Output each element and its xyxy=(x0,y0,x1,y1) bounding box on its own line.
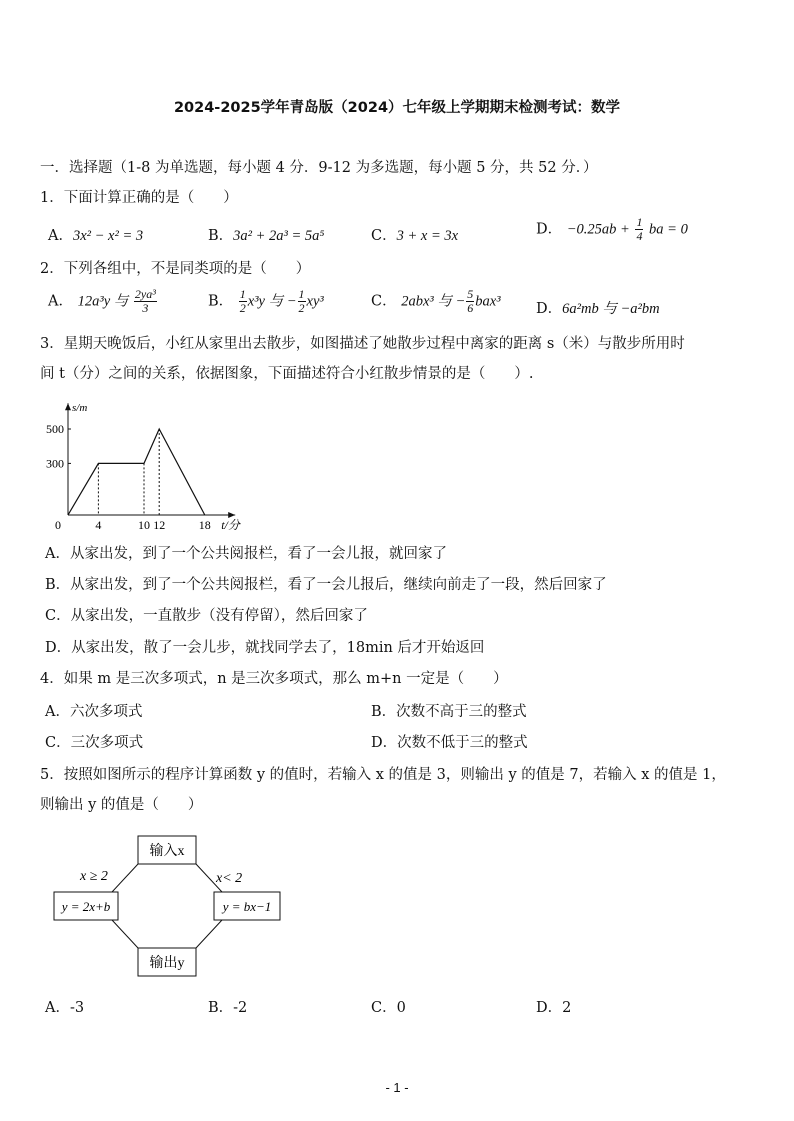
y-tick-label-500: 500 xyxy=(46,422,64,436)
x-tick-label-0: 0 xyxy=(55,518,61,532)
q1-d-fraction xyxy=(635,216,643,243)
q2-b-mid: x³y 与 − xyxy=(247,293,297,310)
q4-option-d: D．次数不低于三的整式 xyxy=(371,735,528,751)
q2-b-num2: 1 xyxy=(298,287,305,301)
flow-line-lower-right xyxy=(196,920,222,948)
q4-option-b: B．次数不高于三的整式 xyxy=(371,704,527,720)
distance-series-line xyxy=(68,429,205,515)
q2-b-den1: 2 xyxy=(239,301,246,315)
q5-stem-line1: 5．按照如图所示的程序计算函数 y 的值时，若输入 x 的值是 3，则输出 y 的值是 7，若输入 x 的值是 1， xyxy=(40,767,726,783)
flow-right-formula: y = bx−1 xyxy=(222,899,272,914)
q3-option-c: C．从家出发，一直散步（没有停留），然后回家了 xyxy=(45,608,368,624)
x-tick-label-12: 12 xyxy=(153,518,166,532)
q2-a-den: 3 xyxy=(142,301,149,315)
q2-stem: 2．下列各组中，不是同类项的是（ ） xyxy=(40,261,311,277)
q2-d-label: D． xyxy=(536,301,563,317)
q1-option-a xyxy=(48,224,143,245)
q1-d-post: ba = 0 xyxy=(649,221,688,238)
flow-input-label: 输入x xyxy=(149,844,185,859)
q1-a-label: A． xyxy=(48,228,73,244)
q1-c-expr: 3 + x = 3x xyxy=(396,228,459,244)
q4-option-c: C．三次多项式 xyxy=(45,735,144,751)
q2-a-num: 2ya³ xyxy=(134,287,156,301)
q2-c-pre: 2abx³ 与 − xyxy=(401,293,466,310)
q2-b-fraction2 xyxy=(298,288,306,315)
section-heading: 一．选择题（1-8 为单选题，每小题 4 分．9-12 为多选题，每小题 5 分，共 52 分．） xyxy=(40,160,598,176)
y-tick-label-300: 300 xyxy=(46,456,64,471)
q2-a-pre: 12a³y 与 xyxy=(77,293,129,310)
q2-b-num1: 1 xyxy=(239,287,246,301)
q2-c-num: 5 xyxy=(467,287,474,301)
x-axis-label: t/分 xyxy=(221,518,240,532)
flow-output-label: 输出y xyxy=(149,956,185,971)
q2-option-d xyxy=(536,297,660,318)
flow-left-condition: x ≥ 2 xyxy=(80,869,108,884)
q2-c-label: C． xyxy=(371,293,397,310)
q1-b-label: B． xyxy=(208,228,234,244)
q2-c-den: 6 xyxy=(467,301,474,315)
q3-distance-time-graph xyxy=(40,390,270,540)
q2-d-expr: 6a²mb 与 −a²bm xyxy=(562,301,660,317)
q1-d-num: 1 xyxy=(636,215,643,229)
q2-c-fraction xyxy=(466,288,474,315)
q3-option-b: B．从家出发，到了一个公共阅报栏，看了一会儿报后，继续向前走了一段，然后回家了 xyxy=(45,577,607,593)
q1-a-expr: 3x² − x² = 3 xyxy=(72,228,144,244)
q1-d-den: 4 xyxy=(636,229,643,243)
page-title: 2024-2025学年青岛版（2024）七年级上学期期末检测考试：数学 xyxy=(173,100,621,116)
q2-b-post: xy³ xyxy=(306,293,324,310)
flow-left-formula: y = 2x+b xyxy=(61,899,111,914)
flow-right-condition: x< 2 xyxy=(216,871,243,886)
page-number: - 1 - xyxy=(385,1080,409,1095)
q2-option-b xyxy=(208,288,324,315)
q2-option-c xyxy=(371,288,501,315)
flow-line-upper-left xyxy=(112,864,138,892)
q5-option-b: B．-2 xyxy=(208,1000,248,1016)
q1-stem: 1．下面计算正确的是（ ） xyxy=(40,190,238,206)
q2-a-fraction xyxy=(134,288,157,315)
x-tick-label-18: 18 xyxy=(198,518,211,532)
q2-b-fraction1 xyxy=(239,288,247,315)
y-axis-arrow xyxy=(65,403,71,410)
q1-d-pre: −0.25ab + xyxy=(566,221,630,238)
q1-option-c xyxy=(371,224,458,245)
q2-b-den2: 2 xyxy=(298,301,305,315)
q1-b-expr: 3a² + 2a³ = 5a⁵ xyxy=(233,228,325,244)
q1-d-label: D． xyxy=(536,221,563,238)
q3-option-d: D．从家出发，散了一会儿步，就找同学去了，18min 后才开始返回 xyxy=(45,640,485,656)
x-tick-label-4: 4 xyxy=(95,518,102,532)
q1-option-b xyxy=(208,224,324,245)
q5-option-d: D．2 xyxy=(536,1000,572,1016)
q3-stem-line1: 3．星期天晚饭后，小红从家里出去散步，如图描述了她散步过程中离家的距离 s（米）与散步所用时 xyxy=(40,336,685,352)
q2-option-a xyxy=(48,288,158,315)
q1-c-label: C． xyxy=(371,228,397,244)
q5-stem-line2: 则输出 y 的值是（ ） xyxy=(40,797,203,813)
q1-option-d xyxy=(536,216,688,243)
q4-stem: 4．如果 m 是三次多项式，n 是三次多项式，那么 m+n 一定是（ ） xyxy=(40,671,508,687)
flow-line-lower-left xyxy=(112,920,138,948)
q5-option-a: A．-3 xyxy=(45,1000,85,1016)
q2-a-label: A． xyxy=(48,293,73,310)
y-axis-label: s/m xyxy=(72,402,88,415)
q5-flowchart xyxy=(50,830,290,985)
x-tick-label-10: 10 xyxy=(138,518,150,532)
q2-b-label: B． xyxy=(208,293,234,310)
q3-stem-line2: 间 t（分）之间的关系，依据图象，下面描述符合小红散步情景的是（ ）. xyxy=(40,366,534,382)
q5-option-c: C．0 xyxy=(371,1000,406,1016)
q2-c-post: bax³ xyxy=(475,293,501,310)
q4-option-a: A．六次多项式 xyxy=(45,704,143,720)
q3-option-a: A．从家出发，到了一个公共阅报栏，看了一会儿报，就回家了 xyxy=(45,546,447,562)
